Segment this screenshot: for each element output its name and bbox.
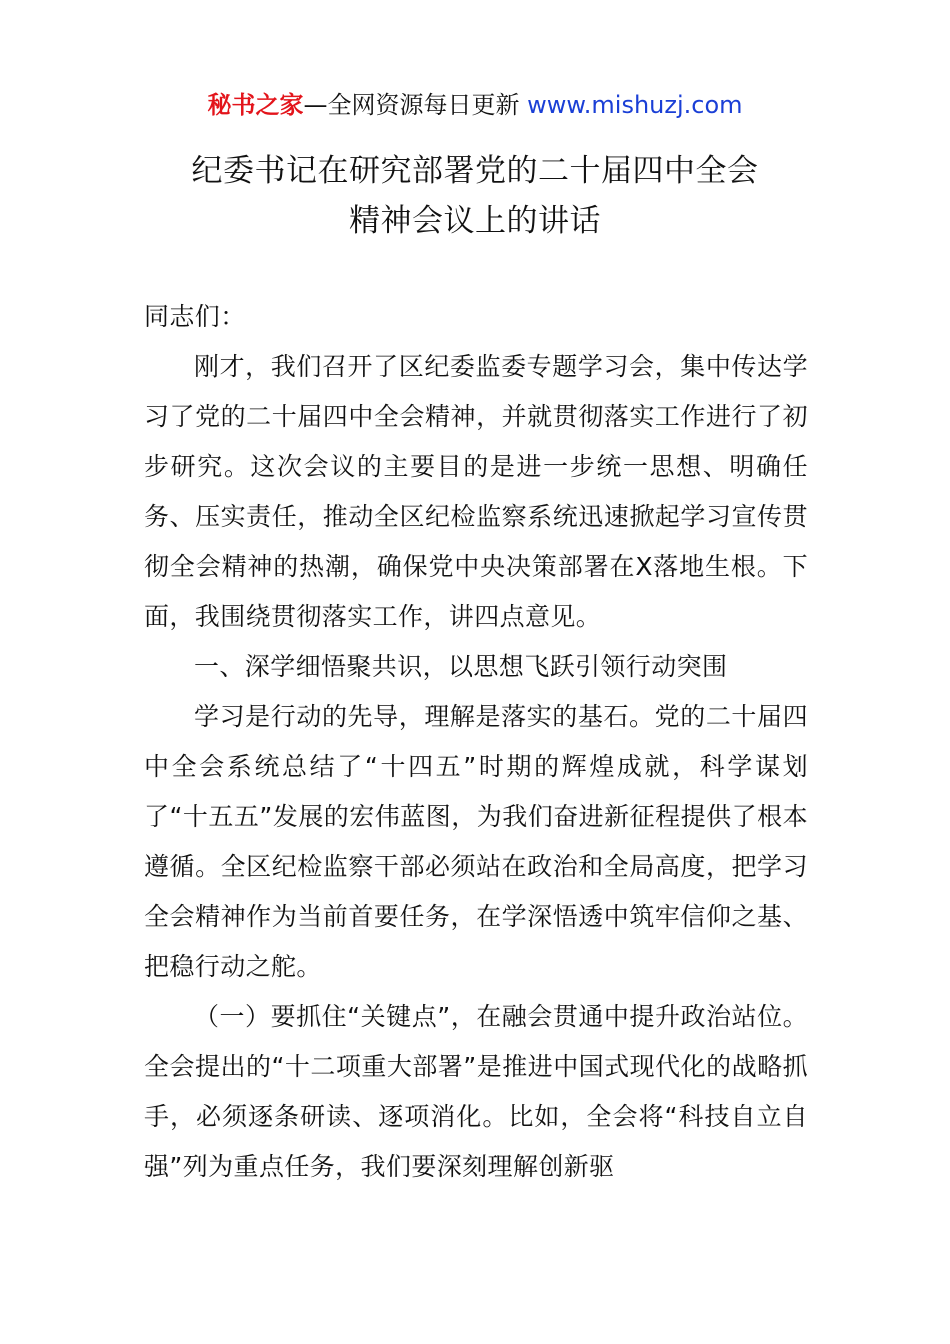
paragraph-intro: 刚才，我们召开了区纪委监委专题学习会，集中传达学习了党的二十届四中全会精神，并就贯彻落实工作进行了初步研究。这次会议的主要目的是进一步统一思想、明确任务、压实责任，推动全区纪检监察系统迅速掀起学习宣传贯彻全会精神的热潮，确保党中央决策部署在X落地生根。下面，我围绕贯彻落实工作，讲四点意见。 (144, 352, 808, 631)
paragraph-section-1: 学习是行动的先导，理解是落实的基石。党的二十届四中全会系统总结了“十四五”时期的辉煌成就，科学谋划了“十五五”发展的宏伟蓝图，为我们奋进新征程提供了根本遵循。全区纪检监察干部必须站在政治和全局高度，把学习全会精神作为当前首要任务，在学深悟透中筑牢信仰之基、把稳行动之舵。 (144, 702, 808, 981)
section-heading-1: 一、深学细悟聚共识，以思想飞跃引领行动突围 (194, 652, 728, 681)
paragraph-subsection-1: （一）要抓住“关键点”，在融会贯通中提升政治站位。全会提出的“十二项重大部署”是推进中国式现代化的战略抓手，必须逐条研读、逐项消化。比如，全会将“科技自立自强”列为重点任务，我们要深刻理解创新驱 (144, 1002, 808, 1181)
title-line-1: 纪委书记在研究部署党的二十届四中全会 (191, 153, 759, 189)
document-body (144, 292, 808, 1192)
salutation: 同志们： (144, 302, 246, 331)
site-url: www.mishuzj.com (527, 91, 743, 119)
header-tagline: —全网资源每日更新 (303, 91, 528, 119)
document-title (0, 146, 950, 246)
site-header (0, 88, 950, 122)
brand-name: 秘书之家 (207, 91, 304, 119)
title-line-2: 精神会议上的讲话 (349, 203, 601, 239)
